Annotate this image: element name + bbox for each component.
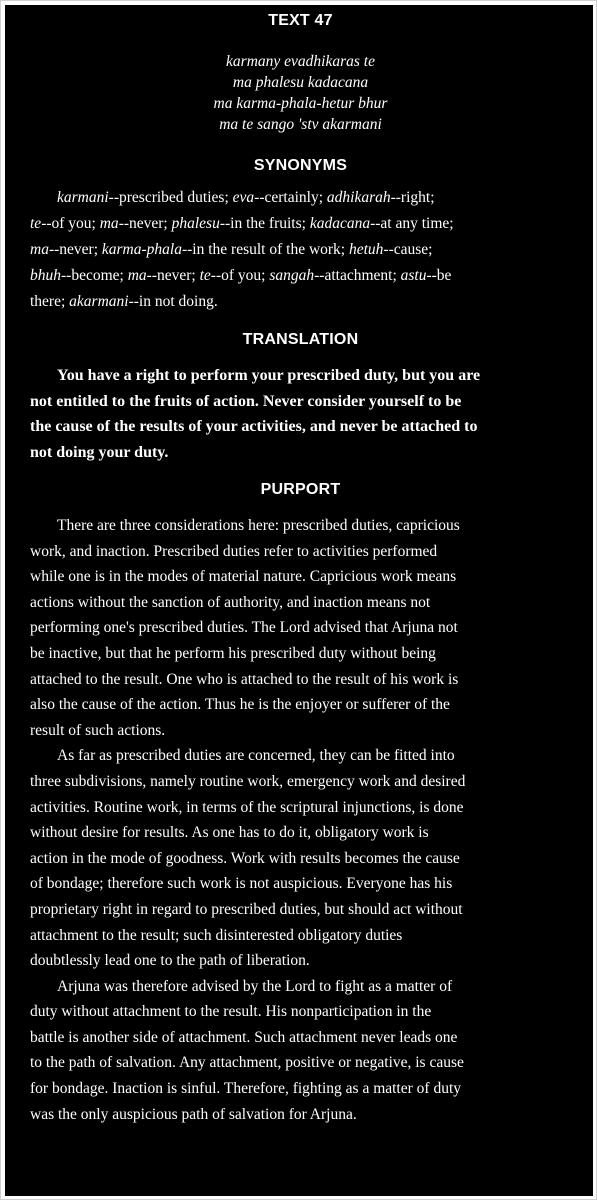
synonyms-line: [30, 289, 571, 315]
synonyms-line: [30, 211, 571, 237]
purport-line: doubtlessly lead one to the path of liberation.: [30, 952, 310, 970]
purport-line: three subdivisions, namely routine work, emergency work and desired: [30, 772, 466, 790]
purport-line: attached to the result. One who is attached to the result of his work is: [30, 670, 459, 688]
purport-line: of bondage; therefore such work is not auspicious. Everyone has his: [30, 875, 453, 893]
sanskrit-term: eva: [232, 189, 255, 206]
purport-line: Arjuna was therefore advised by the Lord to fight as a matter of: [57, 977, 453, 995]
translation-line: not entitled to the fruits of action. Never consider yourself to be: [30, 392, 462, 410]
sanskrit-term: te: [199, 267, 211, 284]
synonyms-heading: SYNONYMS: [253, 157, 348, 174]
purport-line: action in the mode of goodness. Work with results becomes the cause: [30, 849, 460, 867]
translation-line: the cause of the results of your activities, and never be attached to: [30, 418, 478, 435]
verse-block: [30, 51, 571, 135]
translation-paragraph: [30, 363, 571, 465]
purport-line: for bondage. Inaction is sinful. Therefore, fighting as a matter of duty: [30, 1080, 462, 1098]
sanskrit-term: phalesu: [171, 215, 220, 232]
purport-line: proprietary right in regard to prescribed duties, but should act without: [30, 900, 463, 918]
synonyms-line: [30, 185, 571, 211]
sanskrit-term: ma: [127, 267, 147, 284]
purport-line: while one is in the modes of material nature. Capricious work means: [30, 568, 457, 586]
term-meaning: --of you;: [41, 215, 100, 232]
purport-line: performing one's prescribed duties. The Lord advised that Arjuna not: [30, 619, 458, 637]
purport-line: result of such actions.: [30, 721, 166, 739]
verse-line: ma te sango 'stv akarmani: [219, 116, 382, 133]
term-meaning: --be: [426, 267, 452, 284]
translation-heading: TRANSLATION: [242, 331, 359, 348]
verse-panel: [5, 5, 593, 1196]
sanskrit-term: sangah: [269, 267, 315, 284]
sanskrit-term: astu: [400, 267, 427, 284]
purport-line: be inactive, but that he perform his prescribed duty without being: [30, 644, 436, 662]
verse-line: karmany evadhikaras te: [226, 53, 375, 70]
purport-heading: PURPORT: [260, 481, 341, 498]
sanskrit-term: ma: [30, 241, 49, 258]
sanskrit-term: ma: [99, 215, 119, 232]
purport-line: also the cause of the action. Thus he is the enjoyer or sufferer of the: [30, 696, 450, 714]
term-meaning: --in not doing.: [128, 293, 218, 310]
synonyms-line: [30, 263, 571, 289]
sanskrit-term: bhuh: [30, 267, 61, 284]
term-meaning: --become;: [61, 267, 128, 284]
purport-line: to the path of salvation. Any attachment, positive or negative, is cause: [30, 1054, 464, 1072]
synonyms-paragraph: [30, 185, 571, 315]
purport-line: was the only auspicious path of salvation for Arjuna.: [30, 1105, 357, 1123]
translation-line: not doing your duty.: [30, 443, 169, 461]
term-meaning: there;: [30, 293, 70, 310]
synonyms-line: [30, 237, 571, 263]
purport-line: attachment to the result; such disinterested obligatory duties: [30, 926, 403, 944]
purport-line: without desire for results. As one has to do it, obligatory work is: [30, 824, 429, 842]
term-meaning: --never;: [48, 241, 102, 258]
purport-line: duty without attachment to the result. His nonparticipation in the: [30, 1003, 432, 1021]
purport-line: activities. Routine work, in terms of the scriptural injunctions, is done: [30, 798, 464, 816]
term-meaning: --attachment;: [314, 267, 401, 284]
term-meaning: --in the result of the work;: [181, 241, 349, 258]
term-meaning: --prescribed duties;: [108, 189, 233, 206]
sanskrit-term: akarmani: [69, 293, 129, 310]
term-meaning: --never;: [146, 267, 200, 284]
sanskrit-term: adhikarah: [326, 189, 391, 206]
verse-line: ma phalesu kadacana: [232, 74, 369, 91]
term-meaning: --of you;: [210, 267, 270, 284]
purport-line: There are three considerations here: prescribed duties, capricious: [57, 517, 460, 534]
verse-line: ma karma-phala-hetur bhur: [213, 95, 388, 112]
sanskrit-term: karmani: [57, 189, 109, 206]
term-meaning: --right;: [390, 189, 435, 206]
term-meaning: --cause;: [383, 241, 433, 258]
term-meaning: --certainly;: [254, 189, 327, 206]
sanskrit-term: kadacana: [309, 215, 371, 232]
sanskrit-term: te: [30, 215, 42, 232]
purport-line: actions without the sanction of authority, and inaction means not: [30, 593, 431, 611]
purport-line: work, and inaction. Prescribed duties refer to activities performed: [30, 542, 438, 560]
sanskrit-term: karma-phala: [101, 241, 182, 258]
sanskrit-term: hetuh: [348, 241, 384, 258]
translation-line: You have a right to perform your prescribed duty, but you are: [57, 367, 481, 384]
term-meaning: --never;: [118, 215, 172, 232]
purport-line: As far as prescribed duties are concerned, they can be fitted into: [57, 747, 455, 765]
purport-line: battle is another side of attachment. Such attachment never leads one: [30, 1028, 458, 1046]
term-meaning: --at any time;: [370, 215, 454, 232]
purport-paragraph: [30, 513, 571, 1127]
term-meaning: --in the fruits;: [219, 215, 310, 232]
text-number-heading: TEXT 47: [268, 12, 333, 29]
